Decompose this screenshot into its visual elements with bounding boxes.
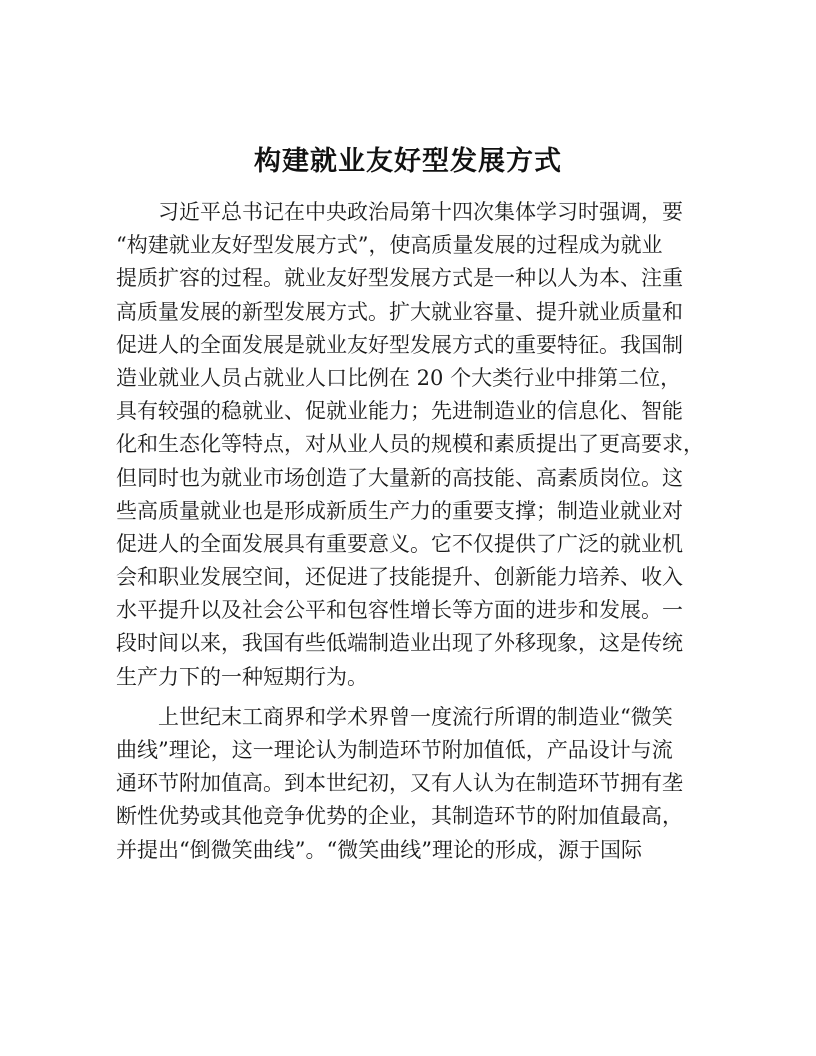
text-line: 段时间以来，我国有些低端制造业出现了外移现象，这是传统 (116, 631, 683, 656)
text-line: 断性优势或其他竞争优势的企业，其制造环节的附加值最高， (116, 804, 683, 829)
text-line: 上世纪末工商界和学术界曾一度流行所谓的制造业“微笑 (158, 704, 673, 729)
text-line: 曲线”理论，这一理论认为制造环节附加值低，产品设计与流 (116, 738, 673, 762)
text-line: 具有较强的稳就业、促就业能力；先进制造业的信息化、智能 (116, 399, 683, 424)
text-line: 促进人的全面发展具有重要意义。它不仅提供了广泛的就业机 (116, 531, 683, 556)
text-line: 些高质量就业也是形成新质生产力的重要支撑；制造业就业对 (116, 498, 683, 523)
document-title: 构建就业友好型发展方式 (254, 146, 562, 177)
text-line: 生产力下的一种短期行为。 (116, 664, 368, 689)
text-line: 提质扩容的过程。就业友好型发展方式是一种以人为本、注重 (116, 266, 683, 291)
text-line: 习近平总书记在中央政治局第十四次集体学习时强调，要 (158, 200, 683, 224)
text-line: 化和生态化等特点，对从业人员的规模和素质提出了更高要求， (116, 432, 704, 457)
text-line: 促进人的全面发展是就业友好型发展方式的重要特征。我国制 (116, 332, 683, 357)
text-line: 高质量发展的新型发展方式。扩大就业容量、提升就业质量和 (116, 299, 683, 324)
text-line: 但同时也为就业市场创造了大量新的高技能、高素质岗位。这 (116, 465, 683, 490)
text-line: 造业就业人员占就业人口比例在 20 个大类行业中排第二位， (116, 365, 682, 390)
text-line: 会和职业发展空间，还促进了技能提升、创新能力培养、收入 (116, 565, 683, 590)
text-line: “构建就业友好型发展方式”，使高质量发展的过程成为就业 (116, 233, 663, 258)
paragraph-2 (116, 701, 702, 867)
text-line: 通环节附加值高。到本世纪初，又有人认为在制造环节拥有垄 (116, 771, 683, 796)
paragraph-1 (116, 196, 702, 694)
text-line: 并提出“倒微笑曲线”。“微笑曲线”理论的形成，源于国际 (116, 837, 642, 862)
document-body (116, 196, 702, 867)
text-line: 水平提升以及社会公平和包容性增长等方面的进步和发展。一 (116, 598, 683, 623)
